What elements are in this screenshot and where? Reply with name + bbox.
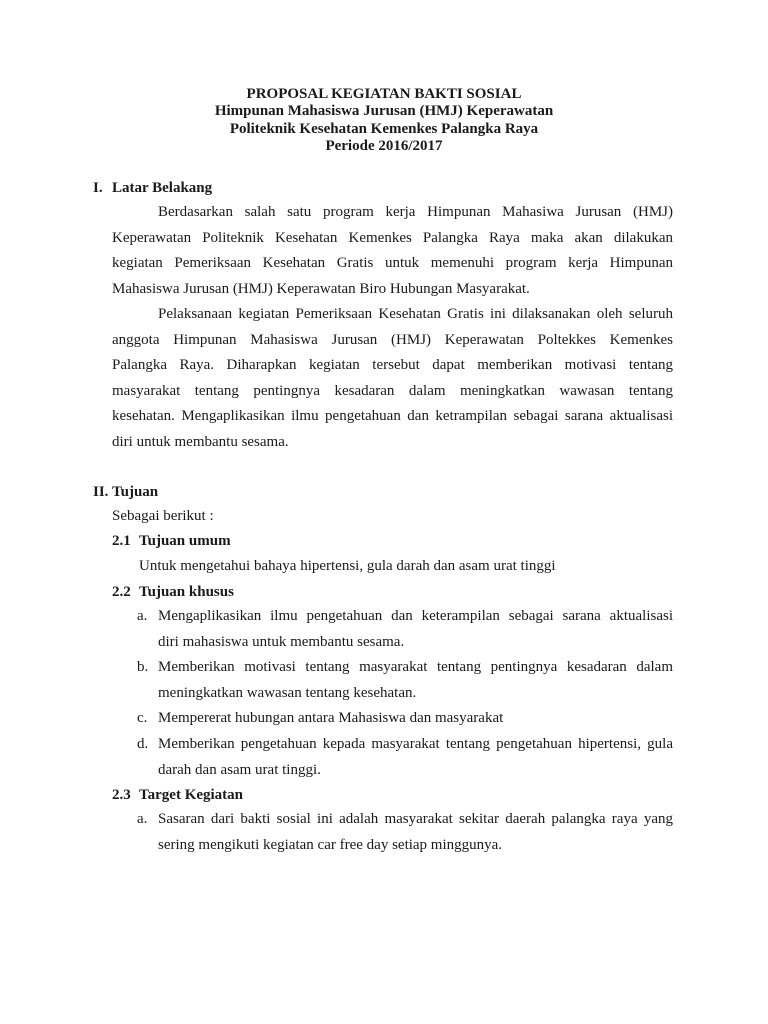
list-item-line: diri mahasiswa untuk membantu sesama. bbox=[158, 633, 405, 650]
section-1-paragraph-2 bbox=[112, 302, 673, 456]
list-marker: a. bbox=[137, 811, 148, 827]
list-marker: d. bbox=[137, 736, 149, 752]
paragraph-line: diri untuk membantu sesama. bbox=[112, 433, 289, 450]
period: Periode 2016/2017 bbox=[325, 137, 443, 154]
paragraph-line: Pelaksanaan kegiatan Pemeriksaan Kesehatan Gratis ini dilaksanakan oleh seluruh bbox=[158, 306, 673, 322]
list-item bbox=[137, 732, 673, 783]
institution-name: Politeknik Kesehatan Kemenkes Palangka Raya bbox=[229, 120, 539, 137]
paragraph-line: kegiatan Pemeriksaan Kesehatan Gratis untuk memenuhi program kerja Himpunan bbox=[112, 255, 673, 272]
subsection-2-1-text: Untuk mengetahui bahaya hipertensi, gula darah dan asam urat tinggi bbox=[139, 558, 556, 574]
paragraph-line: Palangka Raya. Diharapkan kegiatan tersebut dapat memberikan motivasi tentang bbox=[112, 357, 673, 374]
section-1-paragraph-1 bbox=[112, 200, 673, 302]
paragraph-line: Berdasarkan salah satu program kerja Himpunan Mahasiwa Jurusan (HMJ) bbox=[158, 204, 673, 220]
subsection-title: Tujuan umum bbox=[139, 533, 231, 549]
list-item-line: sering mengikuti kegiatan car free day setiap minggunya. bbox=[158, 836, 503, 853]
section-2-title: Tujuan bbox=[112, 484, 159, 500]
list-marker: a. bbox=[137, 608, 148, 624]
list-item-line: darah dan asam urat tinggi. bbox=[158, 761, 321, 778]
subsection-title: Tujuan khusus bbox=[139, 584, 234, 600]
list-item-line: Memberikan pengetahuan kepada masyarakat tentang pengetahuan hipertensi, gula bbox=[158, 736, 673, 752]
list-item-line: Memberikan motivasi tentang masyarakat tentang pentingnya kesadaran dalam bbox=[158, 659, 673, 675]
list-item bbox=[137, 706, 673, 732]
list-item-line: Sasaran dari bakti sosial ini adalah masyarakat sekitar daerah palangka raya yang bbox=[158, 811, 673, 827]
section-2-intro: Sebagai berikut : bbox=[112, 508, 214, 524]
list-item-line: meningkatkan wawasan tentang kesehatan. bbox=[158, 684, 417, 701]
subsection-number: 2.2 bbox=[112, 584, 131, 600]
subsection-number: 2.1 bbox=[112, 533, 131, 549]
paragraph-line: masyarakat tentang pentingnya kesadaran dalam meningkatkan wawasan tentang bbox=[112, 382, 673, 399]
organization-name: Himpunan Mahasiswa Jurusan (HMJ) Keperawatan bbox=[214, 103, 554, 120]
list-item bbox=[137, 807, 673, 858]
list-marker: b. bbox=[137, 659, 149, 675]
list-item-line: Mengaplikasikan ilmu pengetahuan dan keterampilan sebagai sarana aktualisasi bbox=[158, 608, 673, 624]
subsection-title: Target Kegiatan bbox=[139, 787, 244, 803]
list-marker: c. bbox=[137, 710, 148, 726]
section-1-number: I. bbox=[93, 180, 103, 196]
paragraph-line: kesehatan. Mengaplikasikan ilmu pengetahuan dan ketrampilan sebagai sarana aktualisasi bbox=[112, 408, 673, 425]
document-header bbox=[0, 86, 768, 155]
subsection-number: 2.3 bbox=[112, 787, 131, 803]
section-2-number: II. bbox=[93, 484, 109, 500]
subsection-2-2-heading bbox=[112, 583, 234, 601]
paragraph-line: Mahasiswa Jurusan (HMJ) Keperawatan Biro Hubungan Masyarakat. bbox=[112, 280, 530, 297]
list-item-line: Mempererat hubungan antara Mahasiswa dan masyarakat bbox=[158, 710, 504, 726]
section-1-title: Latar Belakang bbox=[112, 180, 213, 196]
subsection-2-3-heading bbox=[112, 786, 243, 804]
document-title: PROPOSAL KEGIATAN BAKTI SOSIAL bbox=[246, 86, 522, 102]
paragraph-line: anggota Himpunan Mahasiswa Jurusan (HMJ) Keperawatan Poltekkes Kemenkes bbox=[112, 331, 673, 348]
list-item bbox=[137, 655, 673, 706]
list-item bbox=[137, 604, 673, 655]
paragraph-line: Keperawatan Politeknik Kesehatan Kemenkes Palangka Raya maka akan dilakukan bbox=[112, 229, 673, 246]
subsection-2-1-heading bbox=[112, 532, 231, 550]
